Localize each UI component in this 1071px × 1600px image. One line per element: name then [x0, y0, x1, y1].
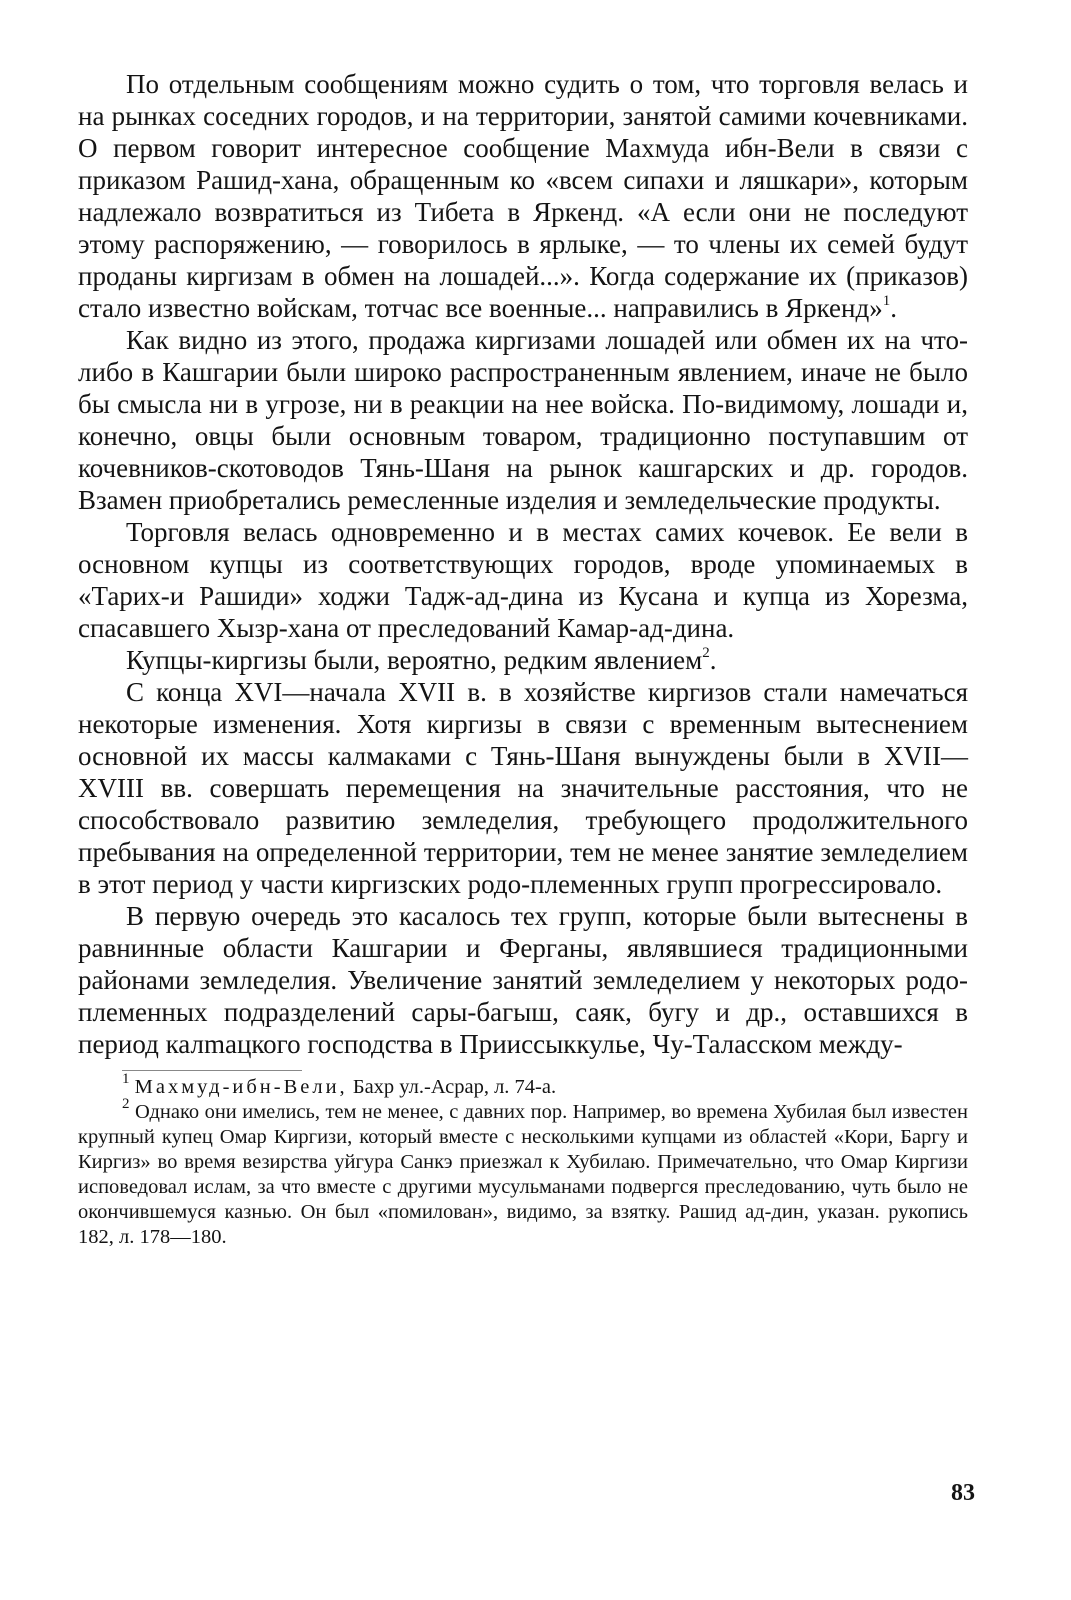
footnote-divider [122, 1070, 302, 1071]
footnote-2 [78, 1096, 968, 1250]
paragraph-4 [78, 644, 968, 676]
paragraph-5: С конца XVI—начала XVII в. в хозяйстве киргизов стали намечаться некоторые изменения. Хотя киргизы в связи с временным вытеснением основной их массы калмаками с Тянь-Шаня вынуждены были в XVII—XVIII вв. совершать перемещения на значительные расстояния, что не способствовало развитию земледелия, требующего продолжительного пребывания на определенной территории, тем не менее занятие земледелием в этот период у части киргизских родо-племенных групп прогрессировало. [78, 677, 968, 899]
paragraph-1-end: . [890, 293, 897, 323]
paragraph-2: Как видно из этого, продажа киргизами лошадей или обмен их на что-либо в Кашгарии были широко распространенным явлением, иначе не было бы смысла ни в угрозе, ни в реакции на нее войска. По-видимому, лошади и, конечно, овцы были основным товаром, традиционно поступавшим от кочевников-скотоводов Тянь-Шаня на рынок кашгарских и др. городов. Взамен приобретались ремесленные изделия и земледельческие продукты. [78, 325, 968, 515]
paragraph-1 [78, 68, 968, 324]
footnote-2-text: Однако они имелись, тем не менее, с давних пор. Например, во времена Хубилая был известен крупный купец Омар Киргизи, который вместе с несколькими купцами из областей «Кори, Баргу и Киргиз» во время везирства уйгура Санкэ приезжал к Хубилаю. Примечательно, что Омар Киргизи исповедовал ислам, за что вместе с другими мусульманами подвергся преследованию, чуть было не окончившемуся казнью. Он был «помилован», видимо, за взятку. Рашид ад-дин, указан. рукопись 182, л. 178—180. [78, 1101, 968, 1248]
paragraph-4-end: . [709, 645, 717, 675]
footnote-1 [78, 1071, 968, 1100]
main-text [78, 68, 968, 1060]
footnote-ref-2: 2 [702, 645, 710, 661]
paragraph-1-text: По отдельным сообщениям можно судить о том, что торговля велась и на рынках соседних городов, и на территории, занятой самими кочевниками. О первом говорит интересное сообщение Махмуда ибн-Вели в связи с приказом Рашид-хана, обращенным ко «всем сипахи и ляшкари», которым надлежало возвратиться из Тибета в Яркенд. «А если они не последуют этому распоряжению, — говорилось в ярлыке, — то члены их семей будут проданы киргизам в обмен на лошадей...». Когда содержание их (приказов) стало известно войскам, тотчас все военные... направились в Яркенд» [78, 69, 968, 323]
footnote-ref-1: 1 [882, 293, 891, 309]
paragraph-6: В первую очередь это касалось тех групп, которые были вытеснены в равнинные области Кашгарии и Ферганы, являвшиеся традиционными районами земледелия. Увеличение занятий земледелием у некоторых родо-племенных подразделений сары-багыш, саяк, бугу и др., оставшихся в период калmацкого господства в Прииссыккулье, Чу-Таласском между- [78, 901, 968, 1059]
page-number: 83 [951, 1480, 975, 1506]
footnote-1-mark: 1 [122, 1071, 130, 1088]
footnote-1-text: Бахр ул.-Асрар, л. 74-а. [352, 1076, 557, 1098]
paragraph-4-text: Купцы-киргизы были, вероятно, редким явлением [126, 645, 703, 675]
footnote-2-mark: 2 [122, 1096, 130, 1113]
footnotes [78, 1071, 968, 1250]
paragraph-3: Торговля велась одновременно и в местах самих кочевок. Ее вели в основном купцы из соответствующих городов, вроде упоминаемых в «Тарих-и Рашиди» ходжи Тадж-ад-дина из Кусана и купца из Хорезма, спасавшего Хызр-хана от преследований Камар-ад-дина. [78, 517, 968, 643]
footnote-1-author: Махмуд-ибн-Вели, [134, 1076, 348, 1098]
book-page [78, 68, 968, 1250]
